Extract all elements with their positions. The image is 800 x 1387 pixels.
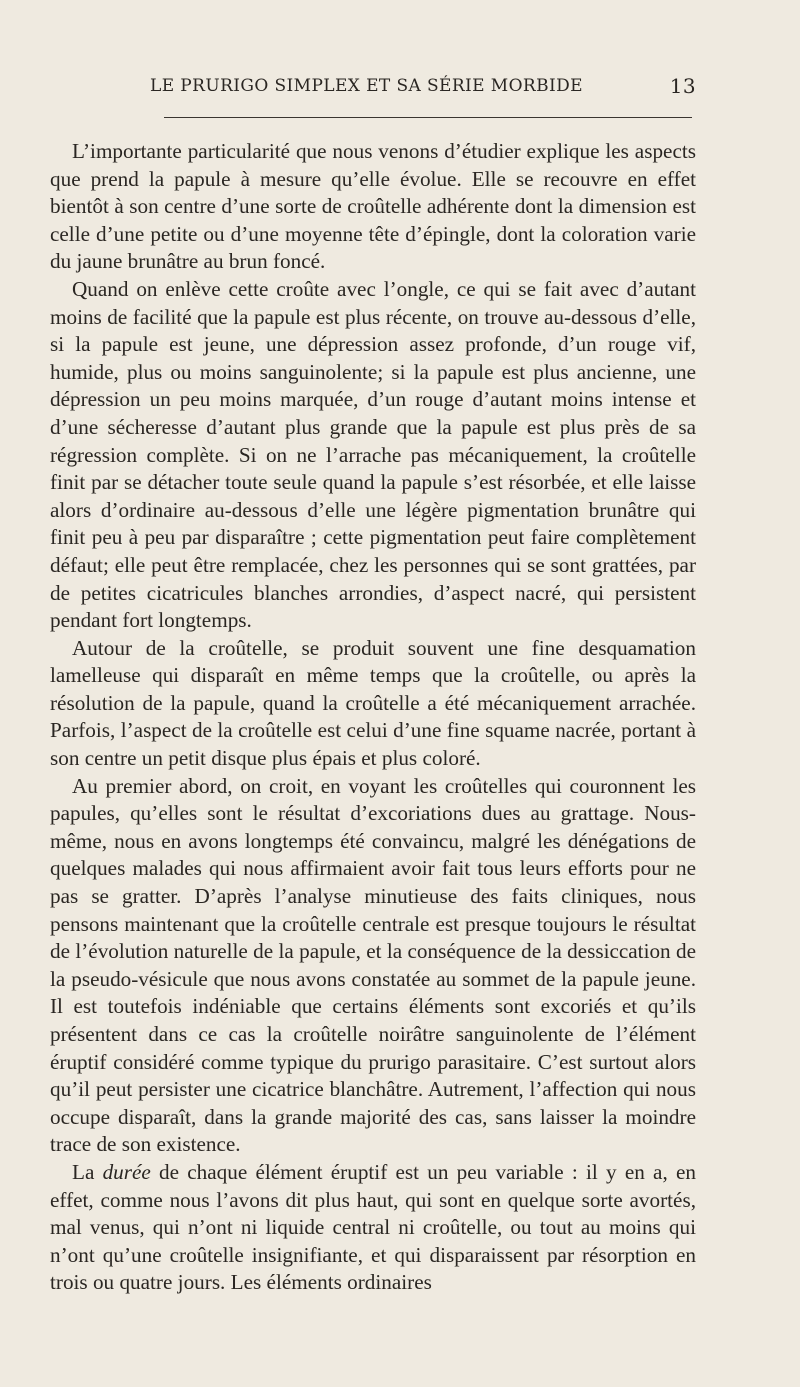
paragraph: Autour de la croûtelle, se produit souvent une fine desquamation lamelleuse qui disparaît en même temps que la croûtelle, ou après la résolution de la papule, quand la croûtelle a été mécaniquement arrachée. Parfois, l’aspect de la croûtelle est celui d’une fine squame nacrée, portant à son centre un petit disque plus épais et plus coloré. bbox=[50, 635, 696, 771]
paragraph: Quand on enlève cette croûte avec l’ongle, ce qui se fait avec d’autant moins de facilité que la papule est plus récente, on trouve au-dessous d’elle, si la papule est jeune, une dépression assez profonde, d’un rouge vif, humide, plus ou moins sanguinolente; si la papule est plus ancienne, une dépression un peu moins marquée, d’un rouge d’autant moins intense et d’une sécheresse d’autant plus grande que la papule est plus près de sa régression complète. Si on ne l’arrache pas mécaniquement, la croûtelle finit par se détacher toute seule quand la papule s’est résorbée, et elle laisse alors d’ordinaire au-dessous d’elle une légère pigmentation brunâtre qui finit peu à peu par disparaître ; cette pigmentation peut faire complètement défaut; elle peut être remplacée, chez les personnes qui se sont grattées, par de petites cicatricules blanches arrondies, d’aspect nacré, qui persistent pendant fort longtemps. bbox=[50, 276, 696, 633]
page-number: 13 bbox=[669, 74, 696, 98]
paragraph: Au premier abord, on croit, en voyant les croûtelles qui couronnent les papules, qu’elles sont le résultat d’excoriations dues au grattage. Nous-même, nous en avons longtemps été convaincu, malgré les dénégations de quelques malades qui nous affirmaient avoir fait tous leurs efforts pour ne pas se gratter. D’après l’analyse minutieuse des faits cliniques, nous pensons maintenant que la croûtelle centrale est presque toujours le résultat de l’évolution naturelle de la papule, et la conséquence de la dessiccation de la pseudo-vésicule que nous avons constatée au sommet de la papule jeune. Il est toutefois indéniable que certains éléments sont excoriés et qu’ils présentent dans ce cas la croûtelle noirâtre sanguinolente de l’élément éruptif considéré comme typique du prurigo parasitaire. C’est surtout alors qu’il peut persister une cicatrice blanchâtre. Autrement, l’affection qui nous occupe disparaît, dans la grande majorité des cas, sans laisser la moindre trace de son existence. bbox=[50, 773, 696, 1157]
paragraph-rest: de chaque élément éruptif est un peu variable : il y en a, en effet, comme nous l’avons dit plus haut, qui sont en quelque sorte avortés, mal venus, qui n’ont ni liquide central ni croûtelle, ou tout au moins qui n’ont qu’une croûtelle insignifiante, et qui disparaissent par résorption en trois ou quatre jours. Les éléments ordinaires bbox=[50, 1159, 696, 1295]
body-text bbox=[50, 138, 696, 1297]
paragraph-lead: La bbox=[72, 1159, 103, 1184]
italic-term: durée bbox=[102, 1159, 151, 1184]
running-header bbox=[52, 76, 696, 106]
paragraph bbox=[50, 1159, 696, 1297]
paragraph: L’importante particularité que nous venons d’étudier explique les aspects que prend la papule à mesure qu’elle évolue. Elle se recouvre en effet bientôt à son centre d’une sorte de croûtelle adhérente dont la dimension est celle d’une petite ou d’une moyenne tête d’épingle, dont la coloration varie du jaune brunâtre au brun foncé. bbox=[50, 139, 696, 274]
header-rule bbox=[164, 117, 692, 118]
running-title: LE PRURIGO SIMPLEX ET SA SÉRIE MORBIDE bbox=[150, 76, 583, 96]
